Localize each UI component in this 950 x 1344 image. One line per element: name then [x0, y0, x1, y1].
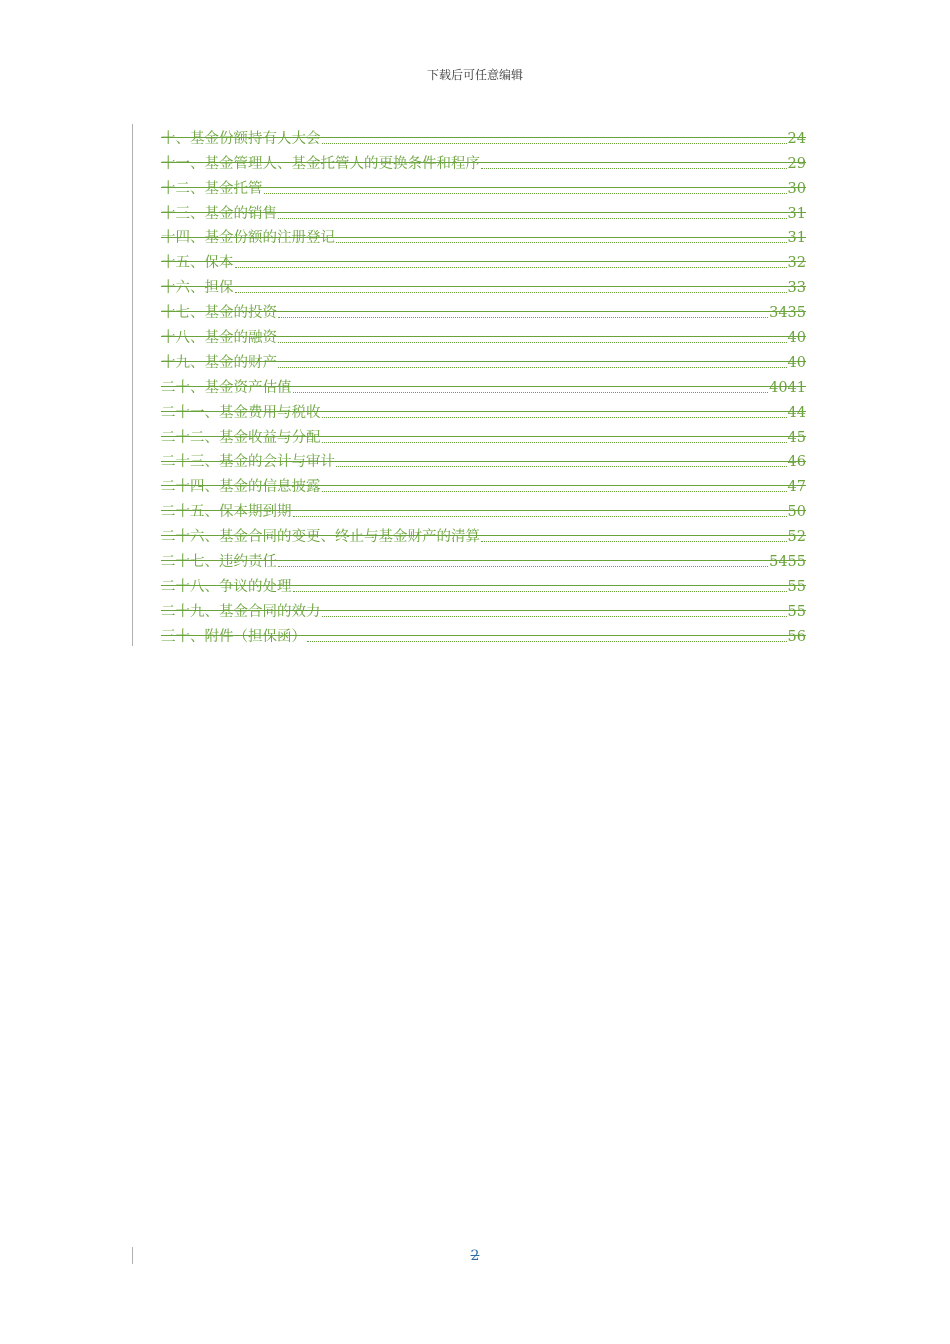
- toc-entry-title: 十三、基金的销售: [161, 205, 277, 222]
- toc-entry-page: 50: [787, 504, 806, 521]
- toc-entry-page: 46: [787, 454, 806, 471]
- toc-entry-title: 十一、基金管理人、基金托管人的更换条件和程序: [161, 155, 480, 172]
- toc-entry-title: 十二、基金托管: [161, 180, 263, 197]
- toc-entry-title: 二十九、基金合同的效力: [161, 603, 321, 620]
- toc-entry-title: 二十四、基金的信息披露: [161, 479, 321, 496]
- toc-entry-page: 4041: [769, 379, 806, 396]
- toc-dot-leader: [235, 291, 787, 293]
- toc-entry-page: 52: [787, 529, 806, 546]
- toc-entry-title: 二十七、违约责任: [161, 554, 277, 571]
- toc-dot-leader: [481, 167, 787, 169]
- toc-dot-leader: [278, 341, 787, 343]
- toc-entry[interactable]: [161, 298, 806, 323]
- toc-entry-title: 十四、基金份额的注册登记: [161, 230, 335, 247]
- toc-dot-leader: [278, 316, 768, 318]
- toc-entry[interactable]: [161, 448, 806, 473]
- toc-entry-page: 44: [787, 404, 806, 421]
- toc-entry-title: 二十五、保本期到期: [161, 504, 292, 521]
- toc-entry-page: 31: [787, 205, 806, 222]
- toc-entry-title: 十五、保本: [161, 255, 234, 272]
- toc-entry[interactable]: [161, 348, 806, 373]
- toc-entry[interactable]: [161, 174, 806, 199]
- toc-entry[interactable]: [161, 622, 806, 647]
- toc-entry-title: 二十一、基金费用与税收: [161, 404, 321, 421]
- toc-dot-leader: [278, 217, 787, 219]
- toc-dot-leader: [481, 540, 787, 542]
- toc-dot-leader: [336, 465, 787, 467]
- toc-dot-leader: [278, 565, 768, 567]
- toc-entry-page: 40: [787, 330, 806, 347]
- toc-entry-title: 十六、担保: [161, 280, 234, 297]
- toc-entry[interactable]: [161, 199, 806, 224]
- toc-entry-title: 三十、附件（担保函）: [161, 628, 306, 645]
- toc-entry-title: 十九、基金的财产: [161, 354, 277, 371]
- toc-entry-page: 40: [787, 354, 806, 371]
- toc-entry-page: 47: [787, 479, 806, 496]
- toc-entry[interactable]: [161, 472, 806, 497]
- toc-entry-page: 32: [787, 255, 806, 272]
- toc-entry[interactable]: [161, 522, 806, 547]
- toc-entry[interactable]: [161, 323, 806, 348]
- toc-entry-title: 十七、基金的投资: [161, 305, 277, 322]
- toc-entry[interactable]: [161, 224, 806, 249]
- table-of-contents: [161, 124, 806, 647]
- toc-dot-leader: [293, 590, 787, 592]
- toc-dot-leader: [336, 241, 787, 243]
- page-header: 下载后可任意编辑: [426, 68, 523, 82]
- toc-dot-leader: [278, 366, 787, 368]
- toc-entry-page: 45: [787, 429, 806, 446]
- toc-dot-leader: [293, 391, 769, 393]
- toc-entry-page: 3435: [769, 305, 806, 322]
- toc-entry[interactable]: [161, 572, 806, 597]
- toc-entry-page: 29: [787, 155, 806, 172]
- toc-entry[interactable]: [161, 273, 806, 298]
- toc-entry-page: 33: [787, 280, 806, 297]
- toc-entry-title: 二十二、基金收益与分配: [161, 429, 321, 446]
- toc-entry-page: 55: [787, 578, 806, 595]
- change-bar: [132, 124, 133, 646]
- toc-dot-leader: [293, 515, 787, 517]
- toc-entry[interactable]: [161, 373, 806, 398]
- toc-entry-title: 二十六、基金合同的变更、终止与基金财产的清算: [161, 529, 480, 546]
- toc-entry[interactable]: [161, 124, 806, 149]
- toc-entry-page: 31: [787, 230, 806, 247]
- toc-dot-leader: [322, 142, 787, 144]
- toc-entry[interactable]: [161, 597, 806, 622]
- toc-entry-title: 十八、基金的融资: [161, 330, 277, 347]
- toc-entry[interactable]: [161, 423, 806, 448]
- toc-entry-page: 55: [787, 603, 806, 620]
- toc-dot-leader: [264, 192, 787, 194]
- toc-dot-leader: [322, 615, 787, 617]
- toc-dot-leader: [322, 416, 787, 418]
- toc-entry[interactable]: [161, 149, 806, 174]
- toc-entry-page: 5455: [769, 554, 806, 571]
- toc-entry[interactable]: [161, 248, 806, 273]
- toc-entry-page: 30: [787, 180, 806, 197]
- toc-dot-leader: [322, 490, 787, 492]
- toc-dot-leader: [307, 640, 787, 642]
- page-number: 2: [470, 1248, 480, 1264]
- toc-entry[interactable]: [161, 398, 806, 423]
- toc-entry-title: 二十三、基金的会计与审计: [161, 454, 335, 471]
- toc-entry[interactable]: [161, 497, 806, 522]
- toc-entry-title: 二十、基金资产估值: [161, 379, 292, 396]
- toc-dot-leader: [322, 441, 787, 443]
- toc-entry-title: 二十八、争议的处理: [161, 578, 292, 595]
- toc-entry-page: 24: [787, 130, 806, 147]
- toc-dot-leader: [235, 266, 787, 268]
- toc-entry-page: 56: [787, 628, 806, 645]
- toc-entry-title: 十、基金份额持有人大会: [161, 130, 321, 147]
- toc-entry[interactable]: [161, 547, 806, 572]
